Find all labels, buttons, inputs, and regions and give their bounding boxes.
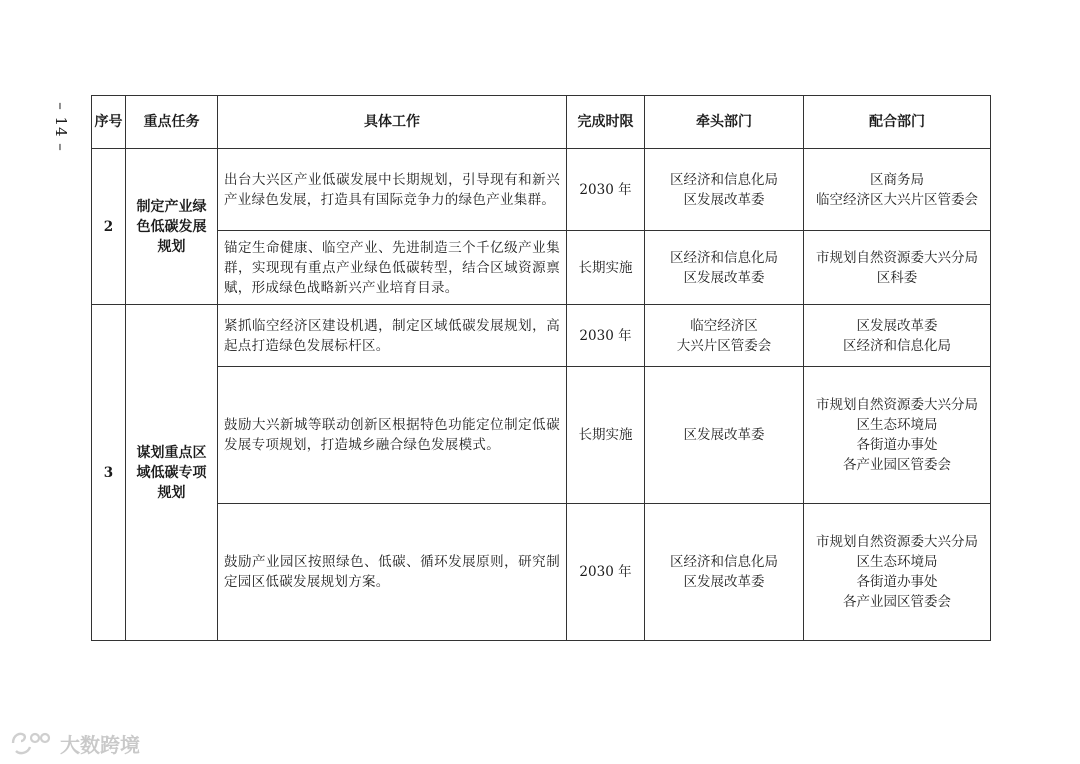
support-dept-line: 区生态环境局	[856, 554, 938, 570]
support-dept-line: 市规划自然资源委大兴分局	[816, 534, 978, 550]
lead-dept-line: 区发展改革委	[683, 191, 765, 208]
work-description: 锚定生命健康、临空产业、先进制造三个千亿级产业集群，实现现有重点产业绿色低碳转型，结合区域资源禀赋，形成绿色战略新兴产业培育目录。	[218, 231, 567, 305]
lead-department	[645, 149, 804, 231]
table-row	[92, 504, 991, 641]
support-department	[804, 504, 991, 641]
work-description: 紧抓临空经济区建设机遇，制定区域低碳发展规划，高起点打造绿色发展标杆区。	[218, 305, 567, 367]
support-department	[804, 367, 991, 504]
lead-department	[645, 305, 804, 367]
watermark-text: 大数跨境	[60, 732, 140, 757]
table-body	[92, 149, 991, 641]
work-description: 鼓励产业园区按照绿色、低碳、循环发展原则，研究制定园区低碳发展规划方案。	[218, 504, 567, 641]
deadline: 长期实施	[567, 231, 645, 305]
row-number: 3	[92, 305, 126, 641]
lead-dept-line: 区发展改革委	[683, 574, 765, 590]
header-lead: 牵头部门	[645, 96, 804, 149]
task-name: 谋划重点区域低碳专项规划	[126, 305, 218, 641]
work-description: 鼓励大兴新城等联动创新区根据特色功能定位制定低碳发展专项规划，打造城乡融合绿色发展模式。	[218, 367, 567, 504]
support-dept-line: 区商务局	[870, 171, 924, 188]
deadline: 2030 年	[567, 504, 645, 641]
deadline: 2030 年	[567, 149, 645, 231]
header-number: 序号	[92, 96, 126, 149]
support-dept-line: 各产业园区管委会	[843, 594, 951, 610]
deadline: 长期实施	[567, 367, 645, 504]
lead-dept-line: 区经济和信息化局	[670, 249, 778, 266]
lead-department	[645, 504, 804, 641]
lead-department	[645, 367, 804, 504]
table-row	[92, 149, 991, 231]
table-row	[92, 231, 991, 305]
header-task: 重点任务	[126, 96, 218, 149]
support-dept-line: 区经济和信息化局	[843, 337, 951, 354]
page-number-text: – 14 –	[52, 102, 70, 152]
lead-dept-line: 区经济和信息化局	[670, 554, 778, 570]
lead-dept-line: 大兴片区管委会	[676, 337, 772, 354]
support-dept-line: 市规划自然资源委大兴分局	[816, 249, 978, 266]
support-dept-line: 临空经济区大兴片区管委会	[816, 191, 978, 208]
support-dept-line: 区发展改革委	[856, 317, 938, 334]
support-dept-line: 区科委	[876, 269, 918, 286]
header-work: 具体工作	[218, 96, 567, 149]
header-deadline: 完成时限	[567, 96, 645, 149]
lead-dept-line: 临空经济区	[690, 317, 758, 334]
work-description: 出台大兴区产业低碳发展中长期规划，引导现有和新兴产业绿色发展，打造具有国际竞争力的绿色产业集群。	[218, 149, 567, 231]
page-number	[46, 92, 76, 162]
support-dept-line: 区生态环境局	[856, 417, 938, 433]
table-row	[92, 305, 991, 367]
row-number: 2	[92, 149, 126, 305]
support-dept-line: 市规划自然资源委大兴分局	[816, 397, 978, 413]
support-department	[804, 305, 991, 367]
header-row	[92, 96, 991, 149]
support-dept-line: 各街道办事处	[856, 574, 938, 590]
watermark	[10, 728, 140, 758]
header-support: 配合部门	[804, 96, 991, 149]
support-department	[804, 149, 991, 231]
watermark-logo-icon	[10, 729, 54, 757]
support-department	[804, 231, 991, 305]
lead-dept-line: 区经济和信息化局	[670, 171, 778, 188]
table-row	[92, 367, 991, 504]
plan-table	[91, 95, 991, 641]
support-dept-line: 各街道办事处	[856, 437, 938, 453]
lead-dept-line: 区发展改革委	[683, 269, 765, 286]
task-name: 制定产业绿色低碳发展规划	[126, 149, 218, 305]
deadline: 2030 年	[567, 305, 645, 367]
table-header	[92, 96, 991, 149]
lead-department	[645, 231, 804, 305]
support-dept-line: 各产业园区管委会	[843, 457, 951, 473]
lead-dept-line: 区发展改革委	[683, 427, 765, 443]
